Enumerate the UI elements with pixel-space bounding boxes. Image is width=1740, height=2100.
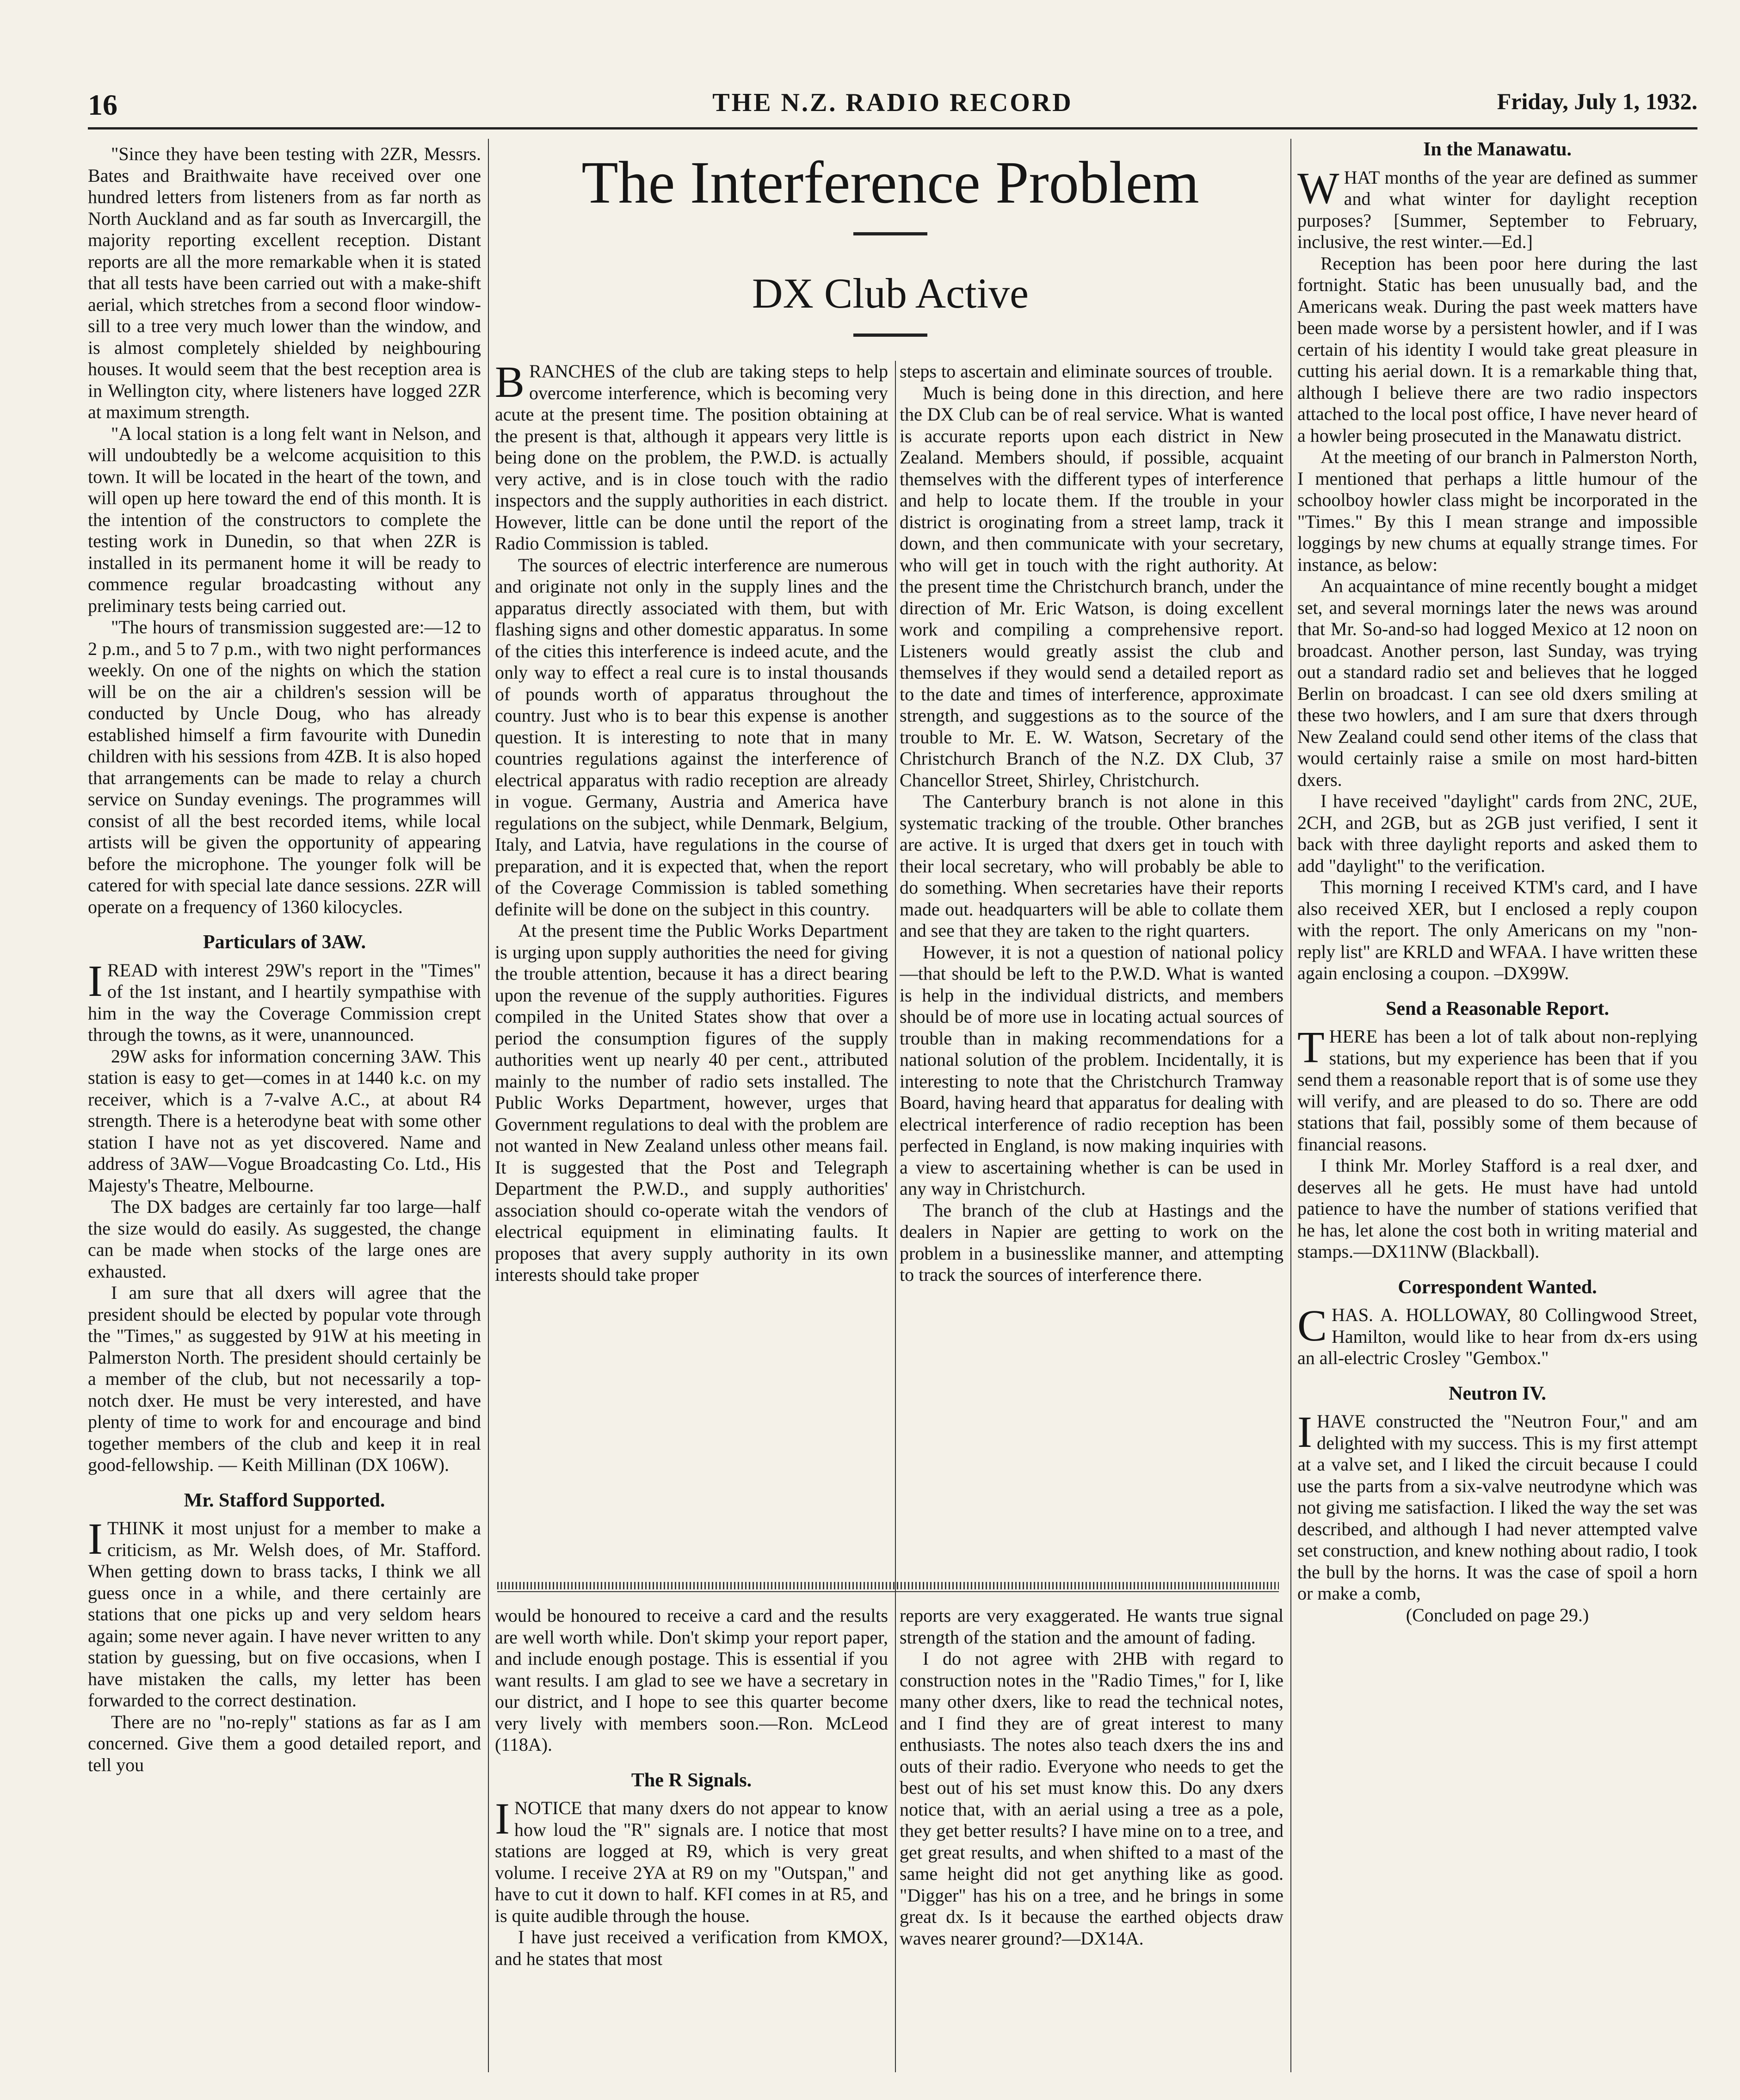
drop-cap: I <box>1297 1407 1312 1457</box>
paragraph: "A local station is a long felt want in Nelson, and will undoubtedly be a welcome acquisition to this town. It will be located in the heart of the town, and will open up here toward the end of this month. It is the intention of the constructors to complete the testing work in Dunedin, so that when 2ZR is installed in its permanent home it will be ready to commence regular broadcasting without any preliminary tests being carried out. <box>88 423 481 616</box>
drop-cap: I <box>495 1794 510 1843</box>
drop-cap: C <box>1297 1301 1327 1350</box>
section-heading: In the Manawatu. <box>1423 139 1572 160</box>
paragraph: I am sure that all dxers will agree that the president should be elected by popular vote through the "Times," as suggested by 91W at his meeting in Palmerston North. The president should certainly be a member of the club, but not necessarily a top-notch dxer. He must be very interested, and have plenty of time to work for and encourage and bind together members of the club and keep it in real good-fellowship. — Keith Millinan (DX 106W). <box>88 1282 481 1475</box>
continued-note: (Concluded on page 29.) <box>1406 1604 1589 1625</box>
paragraph: would be honoured to receive a card and the results are well worth while. Don't skimp your report paper, and include enough postage. This is essential if you want results. I am glad to see we have a secretary in our district, and I hope to see this quarter become very lively with members soon.—Ron. McLeod (118A). <box>495 1605 888 1755</box>
column-1 <box>88 143 481 2072</box>
issue-date: Friday, July 1, 1932. <box>1497 88 1697 114</box>
drop-cap: W <box>1297 163 1339 213</box>
column-rule <box>895 361 896 2072</box>
paragraph: At the present time the Public Works Department is urging upon supply authorities the need for giving the trouble attention, because it has a direct bearing upon the revenue of the supply authorities. Figures compiled in the United States show that over a period the consumption figures of the supply authorities went up nearly 40 per cent., attributed mainly to the number of radio sets installed. The Public Works Department, however, urges that Government regulations to deal with the problem are not wanted in New Zealand unless other means fail. It is suggested that the Post and Telegraph Department the P.W.D., and supply authorities' association should co-operate witah the vendors of electrical equipment in eliminating faults. It proposes that avery supply authority in its own interests should take proper <box>495 920 888 1285</box>
section-heading: Send a Reasonable Report. <box>1385 998 1610 1019</box>
section-heading: Particulars of 3AW. <box>203 932 366 953</box>
page-number: 16 <box>88 88 117 121</box>
column-2-lower <box>495 1605 888 2072</box>
paragraph: There are no "no-reply" stations as far as I am concerned. Give them a good detailed report, and tell you <box>88 1711 481 1775</box>
section-heading: Mr. Stafford Supported. <box>184 1489 385 1511</box>
drop-cap: I <box>88 956 103 1006</box>
headline-subtitle: DX Club Active <box>752 270 1029 317</box>
headline-title: The Interference Problem <box>581 149 1199 216</box>
paragraph: "Since they have been testing with 2ZR, Messrs. Bates and Braithwaite have received over one hundred letters from listeners from as far north as North Auckland and as far south as Invercargill, the majority reporting excellent reception. Distant reports are all the more remarkable when it is stated that all tests have been carried out with a make-shift aerial, which stretches from a second floor window-sill to a tree very much lower than the window, and is almost completely shielded by neighbouring houses. It would seem that the best reception area is in Wellington city, where listeners have logged 2ZR at maximum strength. <box>88 143 481 422</box>
header-rule <box>88 127 1697 130</box>
paragraph: This morning I received KTM's card, and I have also received XER, but I enclosed a reply coupon with the report. The only Americans on my "non-reply list" are KRLD and WFAA. I have written these again enclosing a coupon. –DX99W. <box>1297 877 1697 983</box>
paragraph: I do not agree with 2HB with regard to construction notes in the "Radio Times," for I, like many other dxers, like to read the technical notes, and I find they are of great interest to many enthusiasts. The notes also teach dxers the ins and outs of their radio. Everyone who needs to get the best out of his set must know this. Do any dxers notice that, with an aerial using a tree as a pole, they get better results? I have mine on to a tree, and get great results, and when shifted to a mast of the same height did not get anything like as good. "Digger" has his on a tree, and he brings in some great dx. Is it because the earthed objects draw waves nearer ground?—DX14A. <box>900 1648 1283 1949</box>
drop-cap: T <box>1297 1022 1325 1072</box>
paragraph: THERE has been a lot of talk about non-replying stations, but my experience has been that if you send them a reasonable report that is of some use they will verify, and are pleased to do so. There are odd stations that fail, possibly some of them because of financial reasons. <box>1297 1022 1697 1155</box>
paragraph: 29W asks for information concerning 3AW. This station is easy to get—comes in at 1440 k.c. on my receiver, which is a 7-valve A.C., at about R4 strength. There is a heterodyne beat with some other station I have not as yet discovered. Name and address of 3AW—Vogue Broadcasting Co. Ltd., His Majesty's Theatre, Melbourne. <box>88 1045 481 1196</box>
section-heading: Correspondent Wanted. <box>1398 1276 1597 1298</box>
column-rule <box>1290 139 1291 2072</box>
paragraph: The sources of electric interference are numerous and originate not only in the supply lines and the apparatus directly associated with them, but with flashing signs and other domestic apparatus. In some of the cities this interference is indeed acute, and the only way to effect a real cure is to instal thousands of pounds worth of apparatus throughout the country. Just who is to bear this expense is another question. It is interesting to note that in many countries regulations against the interference of electrical apparatus with radio reception are already in vogue. Germany, Austria and America have regulations on the subject, while Denmark, Belgium, Italy, and Latvia, have regulations in the course of preparation, and it is expected that, when the report of the Coverage Commission is tabled something definite will be done on the subject in this country. <box>495 554 888 920</box>
paragraph: BRANCHES of the club are taking steps to help overcome interference, which is becoming very acute at the present time. The position obtaining at the present is that, although it appears very little is being done on the problem, the P.W.D. is actually very active, and is in close touch with the radio inspectors and the supply authorities in each district. However, little can be done until the report of the Radio Commission is tabled. <box>495 361 888 554</box>
publication-title: THE N.Z. RADIO RECORD <box>712 88 1073 117</box>
section-heading: The R Signals. <box>631 1769 752 1791</box>
paragraph: However, it is not a question of national policy—that should be left to the P.W.D. What is wanted is help in the individual districts, and members should be of more use in locating actual sources of trouble than in making recommendations for a national solution of the problem. Incidentally, it is interesting to note that the Christchurch Tramway Board, having heard that apparatus for dealing with electrical interference of radio reception has been perfected in England, is now making inquiries with a view to ascertaining whether is can be used in any way in Christchurch. <box>900 941 1283 1199</box>
article-end-rule <box>497 1582 1279 1589</box>
paragraph: "The hours of transmission suggested are:—12 to 2 p.m., and 5 to 7 p.m., with two night performances weekly. On one of the nights on which the station will be on the air a children's session will be conducted by Uncle Doug, who has already established himself a firm favourite with Dunedin children with his sessions from 4ZB. It is also hoped that arrangements can be made to relay a church service on Sunday evenings. The programmes will consist of all the best recorded items, while local artists will be given the opportunity of appearing before the microphone. The younger folk will be catered for with special late dance sessions. 2ZR will operate on a frequency of 1360 kilocycles. <box>88 617 481 917</box>
paragraph: IHAVE constructed the "Neutron Four," and am delighted with my success. This is my first attempt at a valve set, and I liked the circuit because I could use the parts from a six-valve neutrodyne which was not giving me satisfaction. I liked the way the set was described, and although I had never attempted valve set construction, and knew nothing about radio, I took the bull by the horns. It was the case of spoil a horn or make a comb, <box>1297 1407 1697 1604</box>
masthead <box>88 88 1697 125</box>
column-4 <box>1297 139 1697 2072</box>
drop-cap: I <box>88 1514 103 1563</box>
paragraph: The DX badges are certainly far too large—half the size would do easily. As suggested, the change can be made when stocks of the large ones are exhausted. <box>88 1196 481 1282</box>
headline-divider <box>853 334 927 337</box>
paragraph: I have just received a verification from KMOX, and he states that most <box>495 1927 888 1969</box>
article-end-rule <box>497 1591 1279 1592</box>
article-headline <box>495 148 1286 337</box>
paragraph: An acquaintance of mine recently bought a midget set, and several mornings later the news was around that Mr. So-and-so had logged Mexico at 12 noon on broadcast. Another person, last Sunday, was trying out a standard radio set and believes that he logged Berlin on broadcast. I can see old dxers smiling at these two howlers, and I am sure that dxers through New Zealand could send other items of the class that would certainly raise a smile on most hard-bitten dxers. <box>1297 575 1697 790</box>
paragraph: CHAS. A. HOLLOWAY, 80 Collingwood Street, Hamilton, would like to hear from dx-ers using an all-electric Crosley "Gembox." <box>1297 1301 1697 1368</box>
paragraph: ITHINK it most unjust for a member to make a criticism, as Mr. Welsh does, of Mr. Stafford. When getting down to brass tacks, I think we all guess once in a while, and there certainly are stations that one picks up and very seldom hears again; some never again. I have never written to any station by guessing, but on five occasions, when I have mistaken the calls, my letter has been forwarded to the correct destination. <box>88 1514 481 1711</box>
paragraph: reports are very exaggerated. He wants true signal strength of the station and the amount of fading. <box>900 1605 1283 1648</box>
paragraph: Much is being done in this direction, and here the DX Club can be of real service. What is wanted is accurate reports upon each district in New Zealand. Members should, if possible, acquaint themselves with the different types of interference and help to locate them. If the trouble in your district is oroginating from a street lamp, track it down, and then communicate with your secretary, who will get in touch with the right authority. At the present time the Christchurch branch, under the direction of Mr. Eric Watson, is doing excellent work and compiling a comprehensive report. Listeners would greatly assist the club and themselves if they would send a detailed report as to the date and times of interference, approximate strength, and suggestions as to the source of the trouble to Mr. E. W. Watson, Secretary of the Christchurch Branch of the N.Z. DX Club, 37 Chancellor Street, Shirley, Christchurch. <box>900 382 1283 791</box>
drop-cap: B <box>495 361 525 407</box>
section-heading: Neutron IV. <box>1449 1383 1546 1404</box>
paragraph: At the meeting of our branch in Palmerston North, I mentioned that perhaps a little humour of the schoolboy howler class might be incorporated in the "Times." By this I mean strange and impossible loggings by new chums at equally strange times. For instance, as below: <box>1297 446 1697 575</box>
paragraph: Reception has been poor here during the last fortnight. Static has been unusually bad, and the Americans weak. During the past week matters have been made worse by a persistent howler, and if I was certain of his identity I would take great pleasure in cutting his aerial down. It is a remarkable thing that, although I believe there are two radio inspectors attached to the local post office, I have never heard of a howler being prosecuted in the Manawatu district. <box>1297 253 1697 446</box>
column-3-lower <box>900 1605 1283 2072</box>
column-rule <box>488 139 489 2072</box>
headline-divider <box>853 232 927 235</box>
paragraph: IREAD with interest 29W's report in the "Times" of the 1st instant, and I heartily sympathise with him in the way the Coverage Commission crept through the towns, as it were, unannounced. <box>88 956 481 1045</box>
paragraph: The branch of the club at Hastings and the dealers in Napier are getting to work on the problem in a businesslike manner, and attempting to track the sources of interference there. <box>900 1199 1283 1285</box>
paragraph: I have received "daylight" cards from 2NC, 2UE, 2CH, and 2GB, but as 2GB just verified, I sent it back with three daylight reports and asked them to add "daylight" to the verification. <box>1297 791 1697 876</box>
paragraph: The Canterbury branch is not alone in this systematic tracking of the trouble. Other branches are active. It is urged that dxers get in touch with their local secretary, who will probably be able to do something. When secretaries have their reports made out. headquarters will be able to collate them and see that they are taken to the right quarters. <box>900 791 1283 941</box>
paragraph: steps to ascertain and eliminate sources of trouble. <box>900 361 1273 382</box>
paragraph: INOTICE that many dxers do not appear to know how loud the "R" signals are. I notice that most stations are logged at R9, which is very great volume. I receive 2YA at R9 on my "Outspan," and have to cut it down to half. KFI comes in at R5, and is quite audible through the house. <box>495 1794 888 1926</box>
column-2 <box>495 361 888 1573</box>
paragraph: WHAT months of the year are defined as summer and what winter for daylight reception purposes? [Summer, September to February, inclusive, the rest winter.—Ed.] <box>1297 163 1697 252</box>
column-3 <box>900 361 1283 1573</box>
paragraph: I think Mr. Morley Stafford is a real dxer, and deserves all he gets. He must have had untold patience to have the number of stations verified that he has, let alone the cost both in writing material and stamps.—DX11NW (Blackball). <box>1297 1155 1697 1262</box>
